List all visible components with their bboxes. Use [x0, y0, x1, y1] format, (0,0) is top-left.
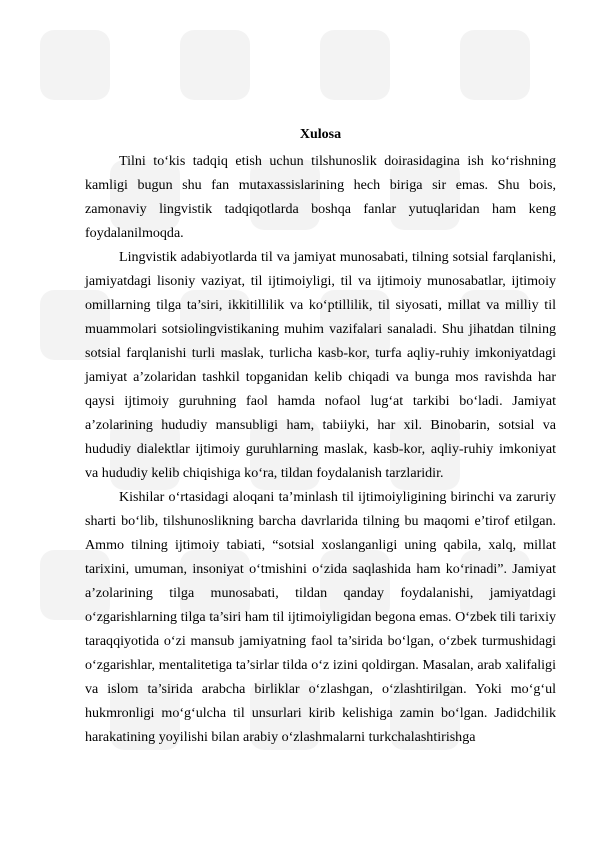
paragraph-3: Kishilar o‘rtasidagi aloqani ta’minlash til ijtimoiyligining birinchi va zaruriy sharti bo‘lib, tilshunoslikning barcha davrlarida tilning bu maqomi e’tirof etilgan. Ammo tilning ijtimoiy tabiati, “sotsial xoslanganligi uning qabila, xalq, millat tarixini, umuman, insoniyat o‘tmishini o‘zida saqlashida ham ko‘rinadi”. Jamiyat a’zolarining tilga munosabati, tildan qanday foydalanishi, jamiyatdagi o‘zgarishlarning tilga ta’siri ham til ijtimoiyligidan begona emas. O‘zbek tili tarixiy taraqqiyotida o‘zi mansub jamiyatning faol ta’sirida bo‘lgan, o‘zbek turmushidagi o‘zgarishlar, mentalitetiga ta’sirlar tilda o‘z izini qoldirgan. Masalan, arab xalifaligi va islom ta’sirida arabcha birliklar o‘zlashgan, o‘zlashtirilgan. Yoki mo‘g‘ul hukmronligi mo‘g‘ulcha til unsurlari kirib kelishiga zamin bo‘lgan. Jadidchilik harakatining yoyilishi bilan arabiy o‘zlashmalarni turkchalashtirishga: [85, 489, 556, 745]
paragraph-2: Lingvistik adabiyotlarda til va jamiyat munosabati, tilning sotsial farqlanishi, jamiyatdagi lisoniy vaziyat, til ijtimoiyligi, til va ijtimoiy munosabatlar, ijtimoiy omillarning tilga ta’siri, ikkitillilik va ko‘ptillilik, til siyosati, millat va milliy til muammolari sotsiolingvistikaning muhim vazifalari sanaladi. Shu jihatdan tilning sotsial farqlanishi turli maslak, turlicha kasb-kor, turfa aqliy-ruhiy imkoniyatdagi jamiyat a’zolaridan tashkil topganidan kelib chiqadi va bunga mos ravishda har qaysi ijtimoiy guruhning faol hamda nofaol lug‘at tarkibi bo‘ladi. Jamiyat a’zolarining hududiy mansubligi ham, tabiiyki, har xil. Binobarin, sotsial va hududiy dialektlar ijtimoiy guruhlarning maslak, kasb-kor, aqliy-ruhiy imkoniyat va hududiy kelib chiqishiga ko‘ra, tildan foydalanish tarzlaridir.: [85, 249, 556, 481]
body-text: [85, 149, 556, 749]
paragraph-1: Tilni to‘kis tadqiq etish uchun tilshunoslik doirasidagina ish ko‘rishning kamligi bugun shu fan mutaxassislarining hech biriga sir emas. Shu bois, zamonaviy lingvistik tadqiqotlarda boshqa fanlar yutuqlaridan ham keng foydalanilmoqda.: [85, 153, 556, 241]
section-title: Xulosa: [299, 127, 342, 142]
